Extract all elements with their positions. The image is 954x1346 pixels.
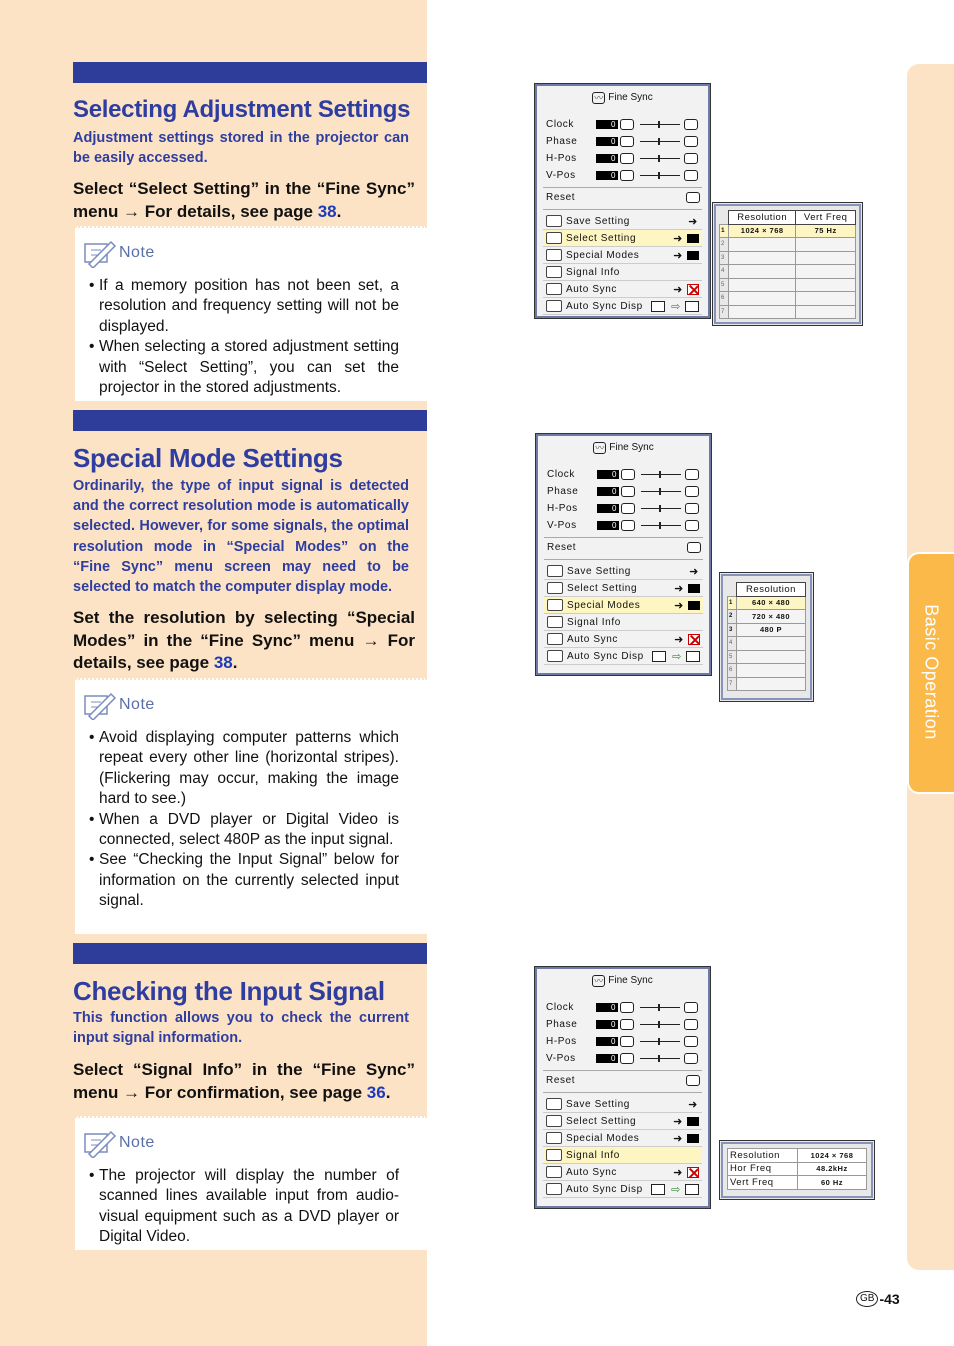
menu-item-icon xyxy=(546,300,562,312)
adjust-label: H-Pos xyxy=(546,153,577,164)
menu-item-icon xyxy=(546,232,562,244)
instruction-text: Set the resolution by selecting “Special Modes” in the “Fine Sync” menu → For details, see page xyxy=(73,608,415,672)
display-icon xyxy=(685,1184,699,1195)
display-icon xyxy=(685,301,699,312)
arrow-icon: ⇨ xyxy=(671,1183,681,1196)
adjust-icon xyxy=(620,136,634,147)
adjust-icon xyxy=(684,1019,698,1030)
adjust-row[interactable] xyxy=(544,517,703,534)
note-item: • The projector will display the number of scanned lines available input from audio-visual equipment such as a DVD player or Digital Video. xyxy=(89,1166,399,1248)
note-title: Note xyxy=(119,244,155,261)
menu-item-label: Special Modes xyxy=(566,249,640,261)
menu-item-icon xyxy=(546,283,562,295)
adjust-value: 0 xyxy=(596,137,618,146)
menu-item[interactable] xyxy=(544,597,703,614)
adjust-icon xyxy=(685,469,699,480)
instruction-text: Select “Signal Info” in the “Fine Sync” menu → For confirmation, see page xyxy=(73,1060,415,1102)
note-item: • If a memory position has not been set, a resolution and frequency setting will not be displayed. xyxy=(89,276,399,337)
reset-icon xyxy=(687,542,701,553)
menu-title xyxy=(536,434,711,461)
section-bar xyxy=(73,943,427,964)
mode-icon xyxy=(687,251,699,260)
row-number: 4 xyxy=(720,265,729,279)
menu-item-label: Special Modes xyxy=(566,1132,640,1144)
table-row[interactable] xyxy=(728,664,806,678)
menu-item-icon xyxy=(546,1183,562,1195)
row-number: 7 xyxy=(720,305,729,319)
note-box xyxy=(75,226,427,401)
display-icon xyxy=(686,651,700,662)
menu-item[interactable] xyxy=(543,247,702,264)
arrow-icon: ➜ xyxy=(673,1132,683,1145)
menu-item-label: Save Setting xyxy=(566,215,630,227)
adjust-slider[interactable] xyxy=(640,1024,680,1025)
pencil-note-icon xyxy=(81,1128,117,1158)
adjust-slider[interactable] xyxy=(640,141,680,142)
table-row[interactable] xyxy=(728,677,806,691)
menu-item-icon xyxy=(546,1132,562,1144)
row-number: 7 xyxy=(728,677,737,691)
menu-item[interactable] xyxy=(543,213,702,230)
section-lead: Ordinarily, the type of input signal is detected and the correct resolution mode is automatically selected. However, for some signals, the optimal resolution mode in “Special Modes” on the “Fine Sync” menu screen may need to be selected to match the computer display mode. xyxy=(73,478,409,596)
table-row[interactable] xyxy=(720,238,856,252)
menu-item[interactable] xyxy=(543,230,702,247)
fine-sync-icon: 〰 xyxy=(594,975,604,986)
menu-title-text: Fine Sync xyxy=(608,975,653,986)
adjust-icon xyxy=(620,1053,634,1064)
adjust-value: 0 xyxy=(596,171,618,180)
menu-title-text: Fine Sync xyxy=(608,92,653,103)
adjust-icon xyxy=(684,1053,698,1064)
adjust-row[interactable] xyxy=(544,500,703,517)
info-label: Resolution xyxy=(728,1149,798,1163)
display-icon xyxy=(651,1184,665,1195)
adjust-row[interactable] xyxy=(543,116,702,133)
adjust-row[interactable] xyxy=(543,150,702,167)
table-row xyxy=(728,1162,867,1176)
menu-item-icon xyxy=(546,1115,562,1127)
fine-sync-menu xyxy=(534,966,711,1209)
arrow-icon: ➜ xyxy=(689,565,699,578)
menu-item[interactable] xyxy=(543,264,702,281)
adjust-row[interactable] xyxy=(543,1016,702,1033)
adjust-icon xyxy=(620,153,634,164)
menu-item[interactable] xyxy=(543,1147,702,1164)
row-number: 6 xyxy=(720,292,729,306)
note-list xyxy=(89,728,399,912)
adjust-value: 0 xyxy=(597,470,619,479)
resolution-cell: 1024 × 768 xyxy=(729,224,796,238)
adjust-slider[interactable] xyxy=(641,508,681,509)
menu-item[interactable] xyxy=(544,614,703,631)
fine-sync-icon: 〰 xyxy=(594,92,604,103)
section-title: Selecting Adjustment Settings xyxy=(73,96,411,123)
resolution-cell: 640 × 480 xyxy=(737,596,806,610)
adjust-label: V-Pos xyxy=(546,170,576,181)
arrow-icon: ➜ xyxy=(673,283,683,296)
reset-label: Reset xyxy=(546,1075,576,1086)
table-header: Resolution xyxy=(729,211,796,225)
page-link[interactable]: 38 xyxy=(317,201,337,221)
resolution-cell xyxy=(729,238,796,252)
resolution-cell xyxy=(729,265,796,279)
menu-divider xyxy=(543,1070,702,1071)
resolution-cell: 720 × 480 xyxy=(737,610,806,624)
menu-item-label: Select Setting xyxy=(566,1115,637,1127)
note-box xyxy=(75,678,427,934)
menu-item-label: Auto Sync xyxy=(566,1166,617,1178)
note-header xyxy=(81,238,155,268)
table-row[interactable] xyxy=(728,650,806,664)
note-item: • When selecting a stored adjustment setting with “Select Setting”, you can set the projector in the stored adjustments. xyxy=(89,337,399,398)
arrow-icon: ➜ xyxy=(673,1115,683,1128)
info-label: Vert Freq xyxy=(728,1176,798,1190)
section-bar xyxy=(73,410,427,431)
menu-item[interactable] xyxy=(544,648,703,665)
menu-item-label: Auto Sync Disp xyxy=(566,300,643,312)
table-row[interactable] xyxy=(728,596,806,610)
menu-item[interactable] xyxy=(543,1113,702,1130)
adjust-icon xyxy=(684,1002,698,1013)
adjust-slider[interactable] xyxy=(641,491,681,492)
frequency-cell xyxy=(796,265,856,279)
frequency-cell xyxy=(796,238,856,252)
adjust-icon xyxy=(684,153,698,164)
adjust-icon xyxy=(621,486,635,497)
adjust-value: 0 xyxy=(597,521,619,530)
memory-icon xyxy=(688,584,700,593)
menu-item-label: Signal Info xyxy=(566,1149,620,1161)
adjust-value: 0 xyxy=(596,154,618,163)
row-number: 3 xyxy=(720,251,729,265)
table-header: Vert Freq xyxy=(796,211,856,225)
adjust-row[interactable] xyxy=(543,1033,702,1050)
auto-sync-off-icon xyxy=(687,1167,699,1178)
select-setting-table xyxy=(712,202,863,326)
adjust-slider[interactable] xyxy=(640,124,680,125)
menu-item[interactable] xyxy=(543,298,702,315)
menu-item-icon xyxy=(546,1098,562,1110)
adjust-label: Clock xyxy=(547,469,576,480)
arrow-icon: ➜ xyxy=(688,215,698,228)
table-row[interactable] xyxy=(720,278,856,292)
adjust-row[interactable] xyxy=(543,133,702,150)
adjust-label: Clock xyxy=(546,119,575,130)
resolution-cell xyxy=(729,305,796,319)
display-icon xyxy=(651,301,665,312)
menu-item-icon xyxy=(547,616,563,628)
frequency-cell xyxy=(796,305,856,319)
resolution-cell xyxy=(737,637,806,651)
table-row[interactable] xyxy=(720,224,856,238)
arrow-icon: ➜ xyxy=(673,1166,683,1179)
menu-item[interactable] xyxy=(543,281,702,298)
menu-item-icon xyxy=(547,582,563,594)
table-row[interactable] xyxy=(720,305,856,319)
menu-item-label: Select Setting xyxy=(566,232,637,244)
memory-icon xyxy=(687,1117,699,1126)
adjust-row[interactable] xyxy=(543,167,702,184)
arrow-icon: ➜ xyxy=(688,1098,698,1111)
adjust-label: V-Pos xyxy=(547,520,577,531)
resolution-cell xyxy=(737,664,806,678)
note-item: • See “Checking the Input Signal” below for information on the currently selected input signal. xyxy=(89,850,399,911)
adjust-label: Phase xyxy=(547,486,579,497)
arrow-icon: ➜ xyxy=(673,232,683,245)
adjust-label: H-Pos xyxy=(546,1036,577,1047)
adjust-label: Clock xyxy=(546,1002,575,1013)
note-item: • Avoid displaying computer patterns which repeat every other line (horizontal stripes). (Flickering may occur, making the image hard to see.) xyxy=(89,728,399,810)
fine-sync-icon: 〰 xyxy=(595,442,605,453)
note-list xyxy=(89,276,399,398)
menu-item[interactable] xyxy=(543,1181,702,1198)
instruction-text: Select “Select Setting” in the “Fine Sync” menu → For details, see page xyxy=(73,179,415,221)
section-instruction: Select “Select Setting” in the “Fine Sync” menu → For details, see page 38. xyxy=(73,179,415,221)
note-title: Note xyxy=(119,696,155,713)
adjust-slider[interactable] xyxy=(641,525,681,526)
menu-item-icon xyxy=(546,1149,562,1161)
adjust-icon xyxy=(621,520,635,531)
adjust-icon xyxy=(685,520,699,531)
section-title: Special Mode Settings xyxy=(73,443,343,473)
adjust-value: 0 xyxy=(596,1054,618,1063)
menu-item-icon xyxy=(547,650,563,662)
section-instruction: Set the resolution by selecting “Special Modes” in the “Fine Sync” menu → For details, see page 38. xyxy=(73,608,415,672)
adjust-icon xyxy=(684,1036,698,1047)
side-tab-label: Basic Operation xyxy=(921,604,942,740)
menu-item-label: Select Setting xyxy=(567,582,638,594)
adjust-icon xyxy=(685,486,699,497)
row-number: 6 xyxy=(728,664,737,678)
menu-item[interactable] xyxy=(543,1164,702,1181)
menu-item[interactable] xyxy=(544,580,703,597)
arrow-icon: ➜ xyxy=(673,249,683,262)
adjust-icon xyxy=(684,119,698,130)
menu-item[interactable] xyxy=(543,1130,702,1147)
section-lead: This function allows you to check the current input signal information. xyxy=(73,1010,409,1047)
menu-item[interactable] xyxy=(544,631,703,648)
auto-sync-off-icon xyxy=(687,284,699,295)
row-number: 2 xyxy=(720,238,729,252)
adjust-row[interactable] xyxy=(543,1050,702,1067)
adjust-icon xyxy=(621,503,635,514)
adjust-row[interactable] xyxy=(544,466,703,483)
note-title: Note xyxy=(119,1134,155,1151)
page-number-text: -43 xyxy=(879,1291,900,1307)
menu-item-label: Auto Sync Disp xyxy=(567,650,644,662)
note-header xyxy=(81,1128,155,1158)
pencil-note-icon xyxy=(81,690,117,720)
frequency-cell: 75 Hz xyxy=(796,224,856,238)
menu-item-icon xyxy=(547,633,563,645)
section-bar xyxy=(73,62,427,83)
adjust-label: H-Pos xyxy=(547,503,578,514)
signal-info-table xyxy=(719,1140,875,1200)
resolution-cell xyxy=(729,278,796,292)
info-value: 60 Hz xyxy=(798,1176,867,1190)
section-instruction: Select “Signal Info” in the “Fine Sync” menu → For confirmation, see page 36. xyxy=(73,1060,415,1102)
reset-row[interactable] xyxy=(544,539,703,556)
menu-title-text: Fine Sync xyxy=(609,442,654,453)
auto-sync-off-icon xyxy=(688,634,700,645)
special-modes-table xyxy=(719,572,814,702)
resolution-cell xyxy=(737,650,806,664)
mode-icon xyxy=(688,601,700,610)
page-link[interactable]: 38 xyxy=(213,653,233,672)
row-number: 2 xyxy=(728,610,737,624)
menu-item-label: Auto Sync xyxy=(567,633,618,645)
adjust-icon xyxy=(620,170,634,181)
resolution-cell xyxy=(729,251,796,265)
info-label: Hor Freq xyxy=(728,1162,798,1176)
info-value: 1024 × 768 xyxy=(798,1149,867,1163)
fine-sync-menu xyxy=(535,433,712,676)
adjust-icon xyxy=(620,119,634,130)
adjust-label: Phase xyxy=(546,1019,578,1030)
resolution-cell: 480 P xyxy=(737,623,806,637)
adjust-value: 0 xyxy=(596,120,618,129)
adjust-icon xyxy=(684,136,698,147)
adjust-label: V-Pos xyxy=(546,1053,576,1064)
frequency-cell xyxy=(796,251,856,265)
menu-item-label: Save Setting xyxy=(566,1098,630,1110)
menu-item-icon xyxy=(547,565,563,577)
table-row xyxy=(728,1149,867,1163)
row-number: 3 xyxy=(728,623,737,637)
menu-title xyxy=(535,967,710,994)
adjust-icon xyxy=(620,1019,634,1030)
row-number: 5 xyxy=(728,650,737,664)
row-number: 1 xyxy=(720,224,729,238)
row-number: 4 xyxy=(728,637,737,651)
resolution-cell xyxy=(737,677,806,691)
adjust-value: 0 xyxy=(596,1037,618,1046)
adjust-slider[interactable] xyxy=(640,158,680,159)
display-icon xyxy=(652,651,666,662)
menu-item-icon xyxy=(546,266,562,278)
reset-label: Reset xyxy=(546,192,576,203)
table-row[interactable] xyxy=(720,292,856,306)
menu-item-icon xyxy=(546,215,562,227)
menu-item-label: Auto Sync Disp xyxy=(566,1183,643,1195)
reset-icon xyxy=(686,192,700,203)
frequency-cell xyxy=(796,292,856,306)
menu-item[interactable] xyxy=(544,563,703,580)
adjust-value: 0 xyxy=(597,504,619,513)
table-row xyxy=(728,1176,867,1190)
note-header xyxy=(81,690,155,720)
adjust-icon xyxy=(620,1002,634,1013)
region-badge: GB xyxy=(856,1291,878,1307)
page-number xyxy=(856,1291,900,1307)
menu-item[interactable] xyxy=(543,1096,702,1113)
adjust-slider[interactable] xyxy=(640,1058,680,1059)
menu-item-icon xyxy=(547,599,563,611)
adjust-slider[interactable] xyxy=(640,1007,680,1008)
menu-item-label: Signal Info xyxy=(567,616,621,628)
adjust-slider[interactable] xyxy=(641,474,681,475)
adjust-value: 0 xyxy=(596,1003,618,1012)
reset-row[interactable] xyxy=(543,189,702,206)
menu-divider xyxy=(544,537,703,538)
table-row[interactable] xyxy=(728,637,806,651)
adjust-icon xyxy=(621,469,635,480)
arrow-icon: ➜ xyxy=(674,599,684,612)
note-box xyxy=(75,1116,427,1250)
arrow-icon: ➜ xyxy=(674,633,684,646)
resolution-cell xyxy=(729,292,796,306)
menu-item-icon xyxy=(546,249,562,261)
page-link[interactable]: 36 xyxy=(366,1082,386,1102)
info-value: 48.2kHz xyxy=(798,1162,867,1176)
mode-icon xyxy=(687,1134,699,1143)
menu-item-icon xyxy=(546,1166,562,1178)
adjust-slider[interactable] xyxy=(640,175,680,176)
pencil-note-icon xyxy=(81,238,117,268)
adjust-label: Phase xyxy=(546,136,578,147)
arrow-icon: ➜ xyxy=(674,582,684,595)
reset-row[interactable] xyxy=(543,1072,702,1089)
adjust-value: 0 xyxy=(596,1020,618,1029)
adjust-icon xyxy=(684,170,698,181)
memory-icon xyxy=(687,234,699,243)
menu-item-label: Auto Sync xyxy=(566,283,617,295)
adjust-value: 0 xyxy=(597,487,619,496)
arrow-icon: ⇨ xyxy=(671,300,681,313)
fine-sync-menu xyxy=(534,83,711,319)
reset-icon xyxy=(686,1075,700,1086)
menu-item-label: Save Setting xyxy=(567,565,631,577)
menu-divider xyxy=(543,1092,702,1093)
note-item: • When a DVD player or Digital Video is connected, select 480P as the input signal. xyxy=(89,810,399,851)
reset-label: Reset xyxy=(547,542,577,553)
table-row[interactable] xyxy=(720,251,856,265)
table-row[interactable] xyxy=(728,623,806,637)
arrow-icon: ⇨ xyxy=(672,650,682,663)
menu-divider xyxy=(543,209,702,210)
adjust-row[interactable] xyxy=(544,483,703,500)
note-list xyxy=(89,1166,399,1248)
menu-divider xyxy=(543,187,702,188)
menu-item-label: Special Modes xyxy=(567,599,641,611)
table-header: Resolution xyxy=(737,583,806,597)
adjust-slider[interactable] xyxy=(640,1041,680,1042)
menu-title xyxy=(535,84,710,111)
row-number: 1 xyxy=(728,596,737,610)
row-number: 5 xyxy=(720,278,729,292)
table-row[interactable] xyxy=(728,610,806,624)
adjust-icon xyxy=(685,503,699,514)
table-row[interactable] xyxy=(720,265,856,279)
section-lead: Adjustment settings stored in the projector can be easily accessed. xyxy=(73,130,409,167)
adjust-icon xyxy=(620,1036,634,1047)
menu-divider xyxy=(544,559,703,560)
menu-item-label: Signal Info xyxy=(566,266,620,278)
section-title: Checking the Input Signal xyxy=(73,976,385,1006)
frequency-cell xyxy=(796,278,856,292)
adjust-row[interactable] xyxy=(543,999,702,1016)
